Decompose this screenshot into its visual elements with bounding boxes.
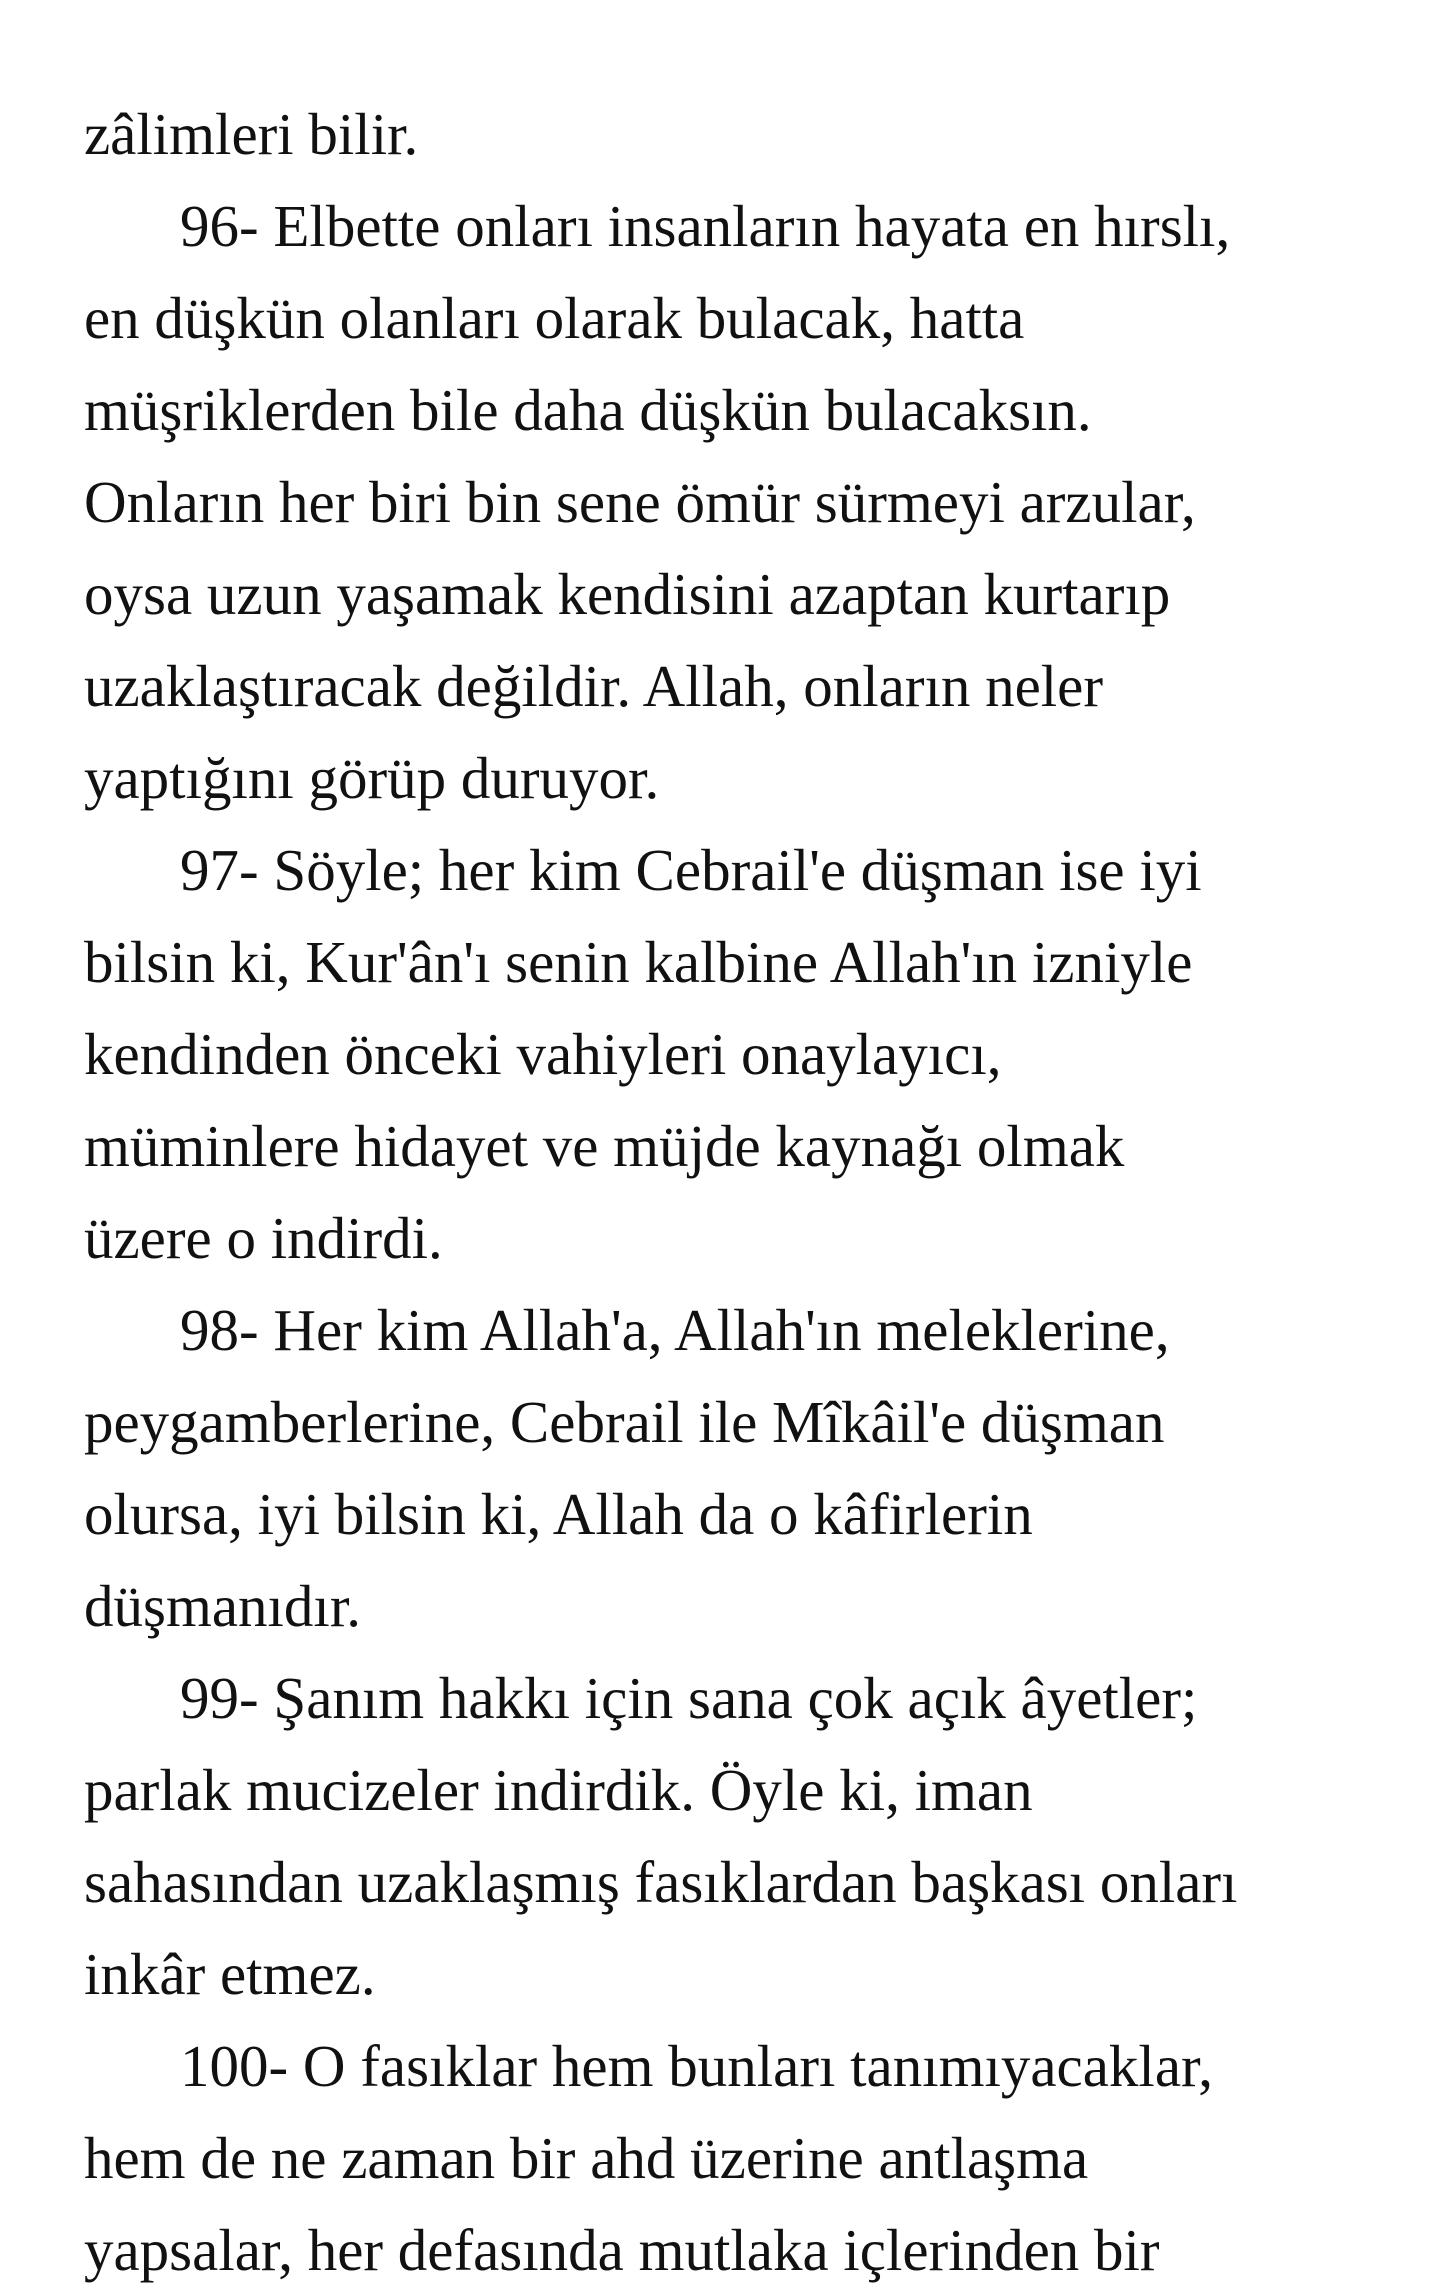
text-line: zâlimleri bilir. bbox=[84, 101, 419, 167]
text-line: en düşkün olanları olarak bulacak, hatta bbox=[84, 285, 1025, 351]
text-line: yapsalar, her defasında mutlaka içlerinden bir bbox=[84, 2217, 1160, 2283]
text-line: bilsin ki, Kur'ân'ı senin kalbine Allah'ın izniyle bbox=[84, 929, 1193, 995]
text-line: yaptığını görüp duruyor. bbox=[84, 745, 660, 811]
text-line: üzere o indirdi. bbox=[84, 1205, 443, 1271]
text-line: Onların her biri bin sene ömür sürmeyi arzular, bbox=[84, 469, 1196, 535]
text-line: 99- Şanım hakkı için sana çok açık âyetler; bbox=[180, 1665, 1198, 1731]
text-line: hem de ne zaman bir ahd üzerine antlaşma bbox=[84, 2125, 1089, 2191]
text-line: 97- Söyle; her kim Cebrail'e düşman ise iyi bbox=[180, 837, 1202, 903]
text-line: uzaklaştıracak değildir. Allah, onların neler bbox=[84, 653, 1104, 719]
text-line: sahasından uzaklaşmış fasıklardan başkası onları bbox=[84, 1849, 1238, 1915]
text-line: inkâr etmez. bbox=[84, 1941, 376, 2007]
text-line: peygamberlerine, Cebrail ile Mîkâil'e düşman bbox=[84, 1389, 1165, 1455]
text-line: düşmanıdır. bbox=[84, 1573, 361, 1639]
text-line: oysa uzun yaşamak kendisini azaptan kurtarıp bbox=[84, 561, 1171, 627]
text-line: müminlere hidayet ve müjde kaynağı olmak bbox=[84, 1113, 1125, 1179]
text-line: kendinden önceki vahiyleri onaylayıcı, bbox=[84, 1021, 1002, 1087]
text-line: olursa, iyi bilsin ki, Allah da o kâfirlerin bbox=[84, 1481, 1033, 1547]
text-line: 96- Elbette onları insanların hayata en hırslı, bbox=[180, 193, 1231, 259]
text-line: parlak mucizeler indirdik. Öyle ki, iman bbox=[84, 1757, 1033, 1823]
text-line: 98- Her kim Allah'a, Allah'ın meleklerine, bbox=[180, 1297, 1170, 1363]
text-line: müşriklerden bile daha düşkün bulacaksın. bbox=[84, 377, 1092, 443]
text-line: 100- O fasıklar hem bunları tanımıyacaklar, bbox=[180, 2033, 1214, 2099]
page-text bbox=[84, 88, 1404, 2296]
